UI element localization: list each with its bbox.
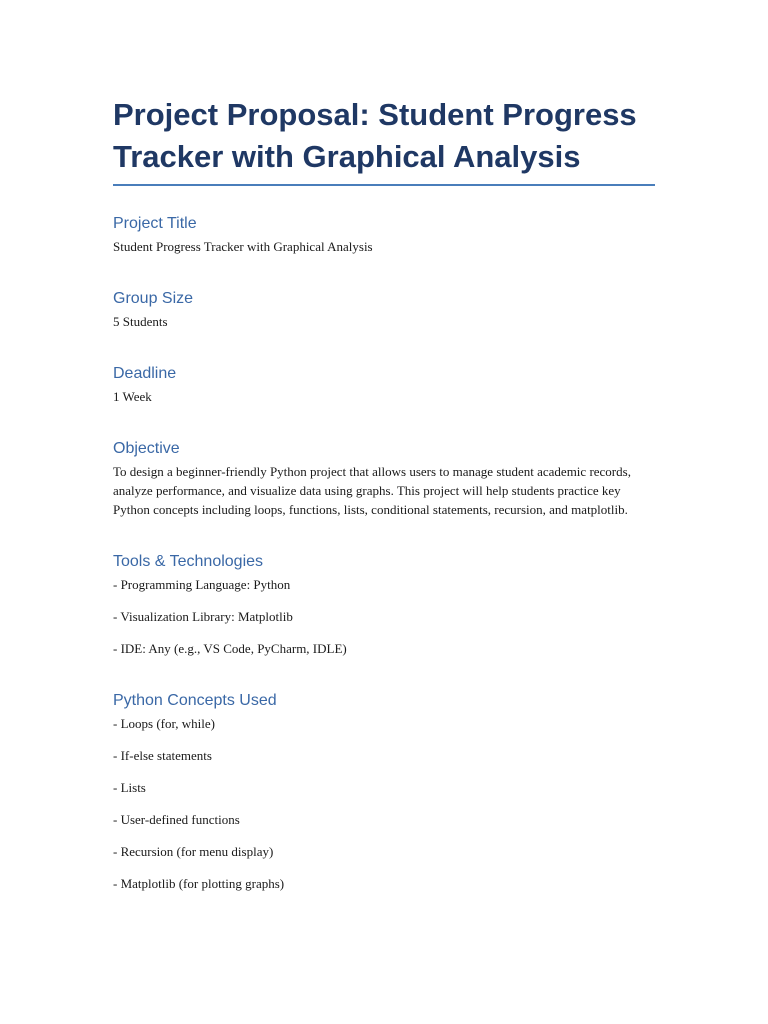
section-text: 5 Students [113, 314, 168, 329]
section-text: 1 Week [113, 389, 152, 404]
list-item: - Loops (for, while) [113, 716, 216, 731]
concepts-list [113, 714, 656, 893]
document-title: Project Proposal: Student Progress Tracker with Graphical Analysis [113, 94, 655, 186]
tools-list [113, 575, 656, 658]
list-item: - Visualization Library: Matplotlib [113, 609, 293, 624]
section-text: Student Progress Tracker with Graphical Analysis [113, 239, 373, 254]
list-item: - Programming Language: Python [113, 577, 291, 592]
section-concepts [113, 691, 656, 893]
section-heading: Project Title [113, 215, 197, 232]
list-item: - Recursion (for menu display) [113, 844, 274, 859]
section-objective [113, 439, 656, 519]
list-item: - If-else statements [113, 748, 212, 763]
section-heading: Group Size [113, 290, 194, 307]
section-heading: Python Concepts Used [113, 692, 277, 709]
list-item: - Matplotlib (for plotting graphs) [113, 876, 285, 891]
list-item: - IDE: Any (e.g., VS Code, PyCharm, IDLE) [113, 641, 347, 656]
section-heading: Tools & Technologies [113, 553, 264, 570]
list-item: - Lists [113, 780, 146, 795]
section-text: To design a beginner-friendly Python project that allows users to manage student academic records, analyze performance, and visualize data using graphs. This project will help students practice key Python concepts including loops, functions, lists, conditional statements, recursion, and matplotlib. [113, 464, 631, 517]
section-group-size [113, 289, 656, 331]
section-heading: Objective [113, 440, 180, 457]
section-tools [113, 552, 656, 658]
section-project-title [113, 214, 656, 256]
list-item: - User-defined functions [113, 812, 240, 827]
section-deadline [113, 364, 656, 406]
section-heading: Deadline [113, 365, 177, 382]
